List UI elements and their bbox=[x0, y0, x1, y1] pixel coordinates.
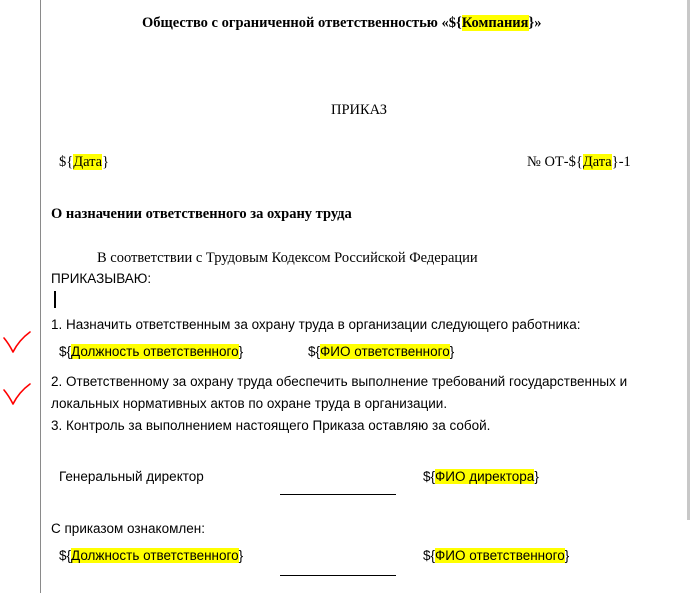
responsible-name-field bbox=[308, 343, 454, 361]
director-name-field bbox=[423, 468, 539, 486]
date-placeholder[interactable]: Дата bbox=[73, 154, 103, 170]
director-name-placeholder[interactable]: ФИО директора bbox=[435, 469, 535, 484]
number-suffix: }-1 bbox=[611, 154, 631, 170]
name-close: } bbox=[449, 344, 455, 359]
item-2-line-1: 2. Ответственному за охрану труда обеспечить выполнение требований государственных и bbox=[51, 374, 628, 389]
item-2-line-2: локальных нормативных актов по охране труда в организации. bbox=[51, 396, 448, 411]
ack-name-placeholder[interactable]: ФИО ответственного bbox=[435, 548, 565, 563]
responsible-position-field bbox=[59, 343, 243, 361]
date-open: ${ bbox=[59, 154, 74, 170]
page-margin-line bbox=[40, 0, 41, 593]
item-3: 3. Контроль за выполнением настоящего Приказа оставляю за собой. bbox=[51, 418, 491, 433]
ack-position-open: ${ bbox=[59, 548, 72, 563]
ack-position-field bbox=[59, 547, 243, 565]
ack-name-close: } bbox=[564, 548, 570, 563]
ack-name-field bbox=[423, 547, 569, 565]
ack-signature-line bbox=[280, 575, 396, 576]
header-prefix: Общество с ограниченной ответственностью «${ bbox=[142, 15, 462, 31]
ack-name-open: ${ bbox=[423, 548, 436, 563]
ack-position-placeholder[interactable]: Должность ответственного bbox=[71, 548, 239, 563]
company-header bbox=[142, 14, 541, 32]
header-suffix: }» bbox=[528, 15, 542, 31]
director-close: } bbox=[534, 469, 539, 484]
director-open: ${ bbox=[423, 469, 436, 484]
preamble-line-2: ПРИКАЗЫВАЮ: bbox=[51, 271, 152, 286]
ack-position-close: } bbox=[238, 548, 244, 563]
responsible-position-placeholder[interactable]: Должность ответственного bbox=[71, 344, 239, 359]
date-close: } bbox=[102, 154, 110, 170]
document-title: ПРИКАЗ bbox=[331, 102, 388, 118]
number-prefix: № ОТ-${ bbox=[527, 154, 583, 170]
text-cursor bbox=[54, 291, 56, 308]
order-number bbox=[527, 153, 631, 171]
item-1: 1. Назначить ответственным за охрану труда в организации следующего работника: bbox=[51, 317, 581, 332]
position-close: } bbox=[238, 344, 244, 359]
acknowledgement-label: С приказом ознакомлен: bbox=[51, 521, 205, 536]
date-field bbox=[59, 153, 109, 171]
position-open: ${ bbox=[59, 344, 72, 359]
responsible-name-placeholder[interactable]: ФИО ответственного bbox=[320, 344, 450, 359]
red-checkmark-icon bbox=[2, 330, 32, 356]
red-checkmark-icon bbox=[2, 382, 32, 408]
director-label: Генеральный директор bbox=[59, 469, 204, 484]
director-signature-line bbox=[280, 494, 396, 495]
order-subject: О назначении ответственного за охрану труда bbox=[51, 206, 352, 222]
name-open: ${ bbox=[308, 344, 321, 359]
company-placeholder[interactable]: Компания bbox=[461, 15, 529, 31]
number-date-placeholder[interactable]: Дата bbox=[582, 154, 612, 170]
preamble-line-1: В соответствии с Трудовым Кодексом Российской Федерации bbox=[97, 250, 478, 266]
